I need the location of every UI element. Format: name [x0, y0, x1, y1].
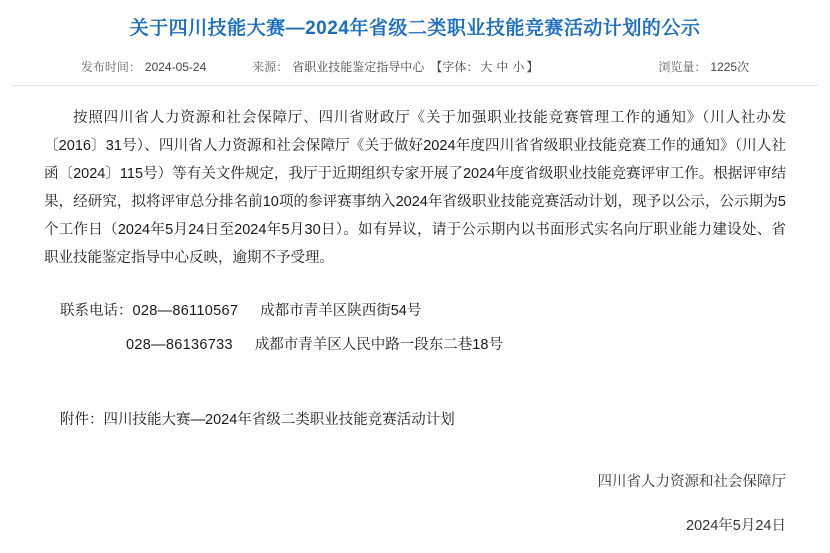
- body-paragraph: 按照四川省人力资源和社会保障厅、四川省财政厅《关于加强职业技能竞赛管理工作的通知》（川人社办发〔2016〕31号）、四川省人力资源和社会保障厅《关于做好2024年度四川省省级职业技能竞赛工作的通知》（川人社函〔2024〕115号）等有关文件规定，我厅于近期组织专家开展了2024年度省级职业技能竞赛评审工作。根据评审结果，经研究，拟将评审总分排名前10项的参评赛事纳入2024年省级职业技能竞赛活动计划，现予以公示，公示期为5个工作日（2024年5月24日至2024年5月30日）。如有异议，请于公示期内以书面形式实名向厅职业能力建设处、省职业技能鉴定指导中心反映，逾期不予受理。: [44, 110, 786, 266]
- source-value: 省职业技能鉴定指导中心: [292, 60, 425, 74]
- signature-organization: 四川省人力资源和社会保障厅: [597, 474, 786, 490]
- attachment-line[interactable]: 附件：四川技能大赛—2024年省级二类职业技能竞赛活动计划: [60, 412, 455, 428]
- contact-line-2: [60, 328, 786, 362]
- contact-address-1: 成都市青羊区陕西街54号: [260, 303, 422, 319]
- view-count-value: 1225次: [710, 60, 750, 74]
- publish-time-label: 发布时间：: [80, 60, 141, 74]
- contact-phone-1: 028—86110567: [132, 303, 239, 319]
- page-title: 关于四川技能大赛—2024年省级二类职业技能竞赛活动计划的公示: [129, 18, 701, 39]
- contact-phone-2: 028—86136733: [126, 337, 233, 353]
- view-count-label: 浏览量：: [658, 60, 707, 74]
- font-size-switcher: [430, 58, 538, 75]
- contact-line-1: [60, 294, 786, 328]
- font-size-large-link[interactable]: 大: [480, 60, 493, 74]
- document-meta-bar: [0, 54, 830, 85]
- contact-label: 联系电话：: [60, 303, 133, 319]
- publish-time: [81, 58, 206, 75]
- font-size-medium-link[interactable]: 中: [496, 60, 509, 74]
- view-count: [658, 58, 749, 75]
- font-size-label: 【字体：: [430, 60, 479, 74]
- font-size-small-link[interactable]: 小: [512, 60, 525, 74]
- font-size-label-end: 】: [526, 60, 539, 74]
- source: [252, 58, 424, 75]
- contact-block: [44, 294, 786, 362]
- source-label: 来源：: [252, 60, 289, 74]
- signature-date: 2024年5月24日: [686, 518, 786, 534]
- document-body: [0, 86, 830, 434]
- publish-time-value: 2024-05-24: [144, 59, 207, 74]
- contact-address-2: 成都市青羊区人民中路一段东二巷18号: [254, 337, 503, 353]
